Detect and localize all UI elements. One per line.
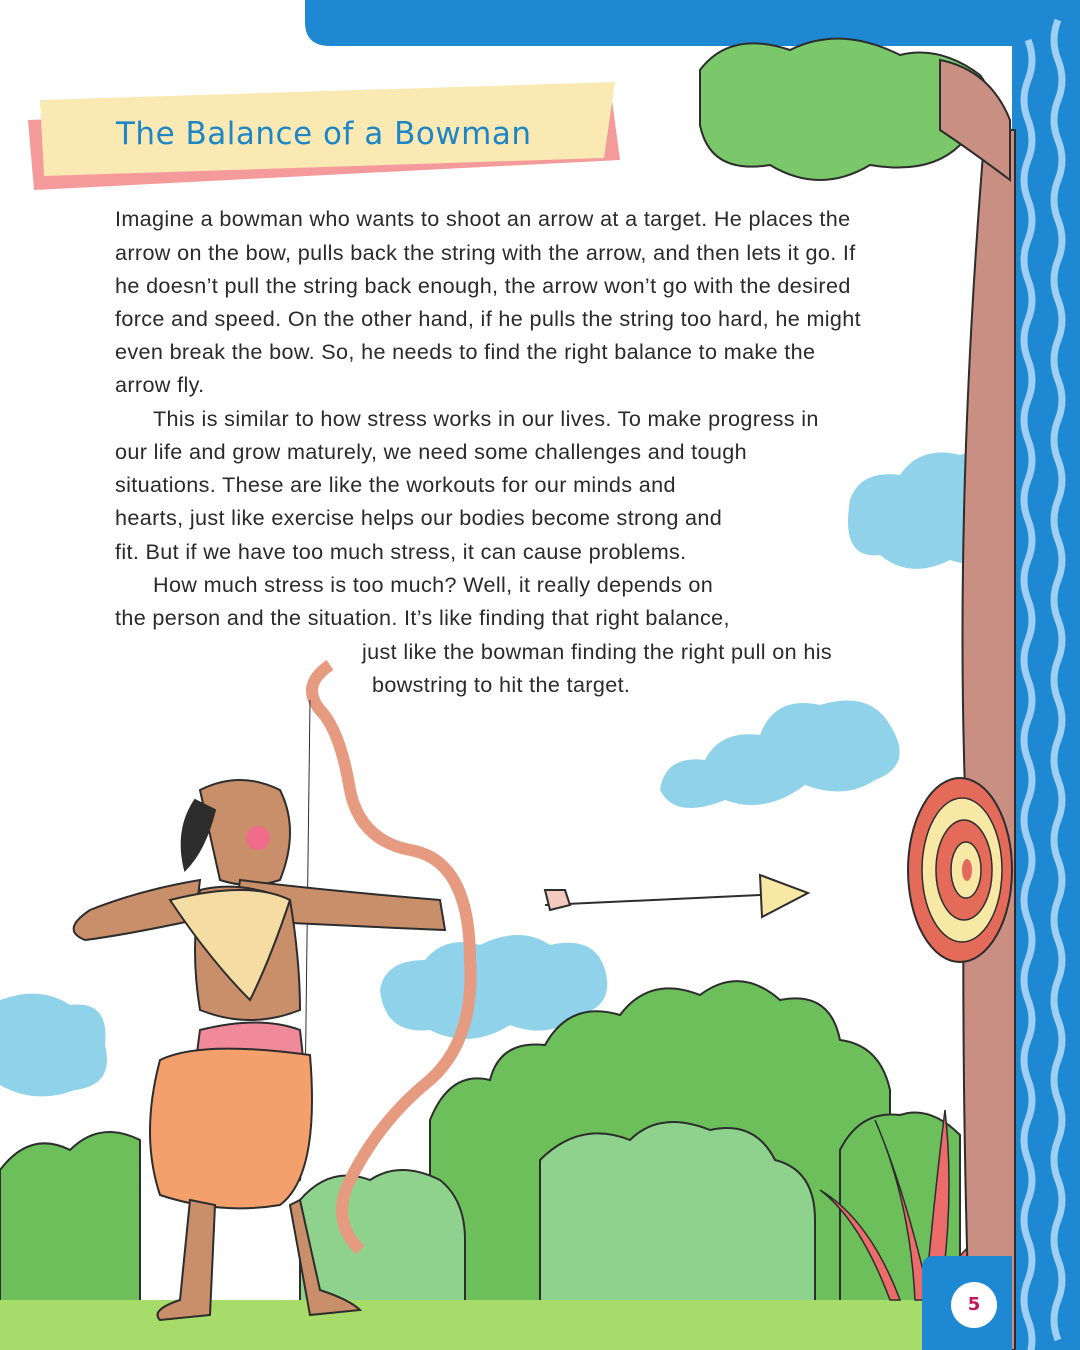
- header-tab: [305, 0, 1080, 46]
- paragraph-line: the person and the situation. It’s like finding that right balance,: [115, 605, 730, 630]
- paragraph-line: How much stress is too much? Well, it really depends on: [153, 572, 714, 597]
- paragraph-line: force and speed. On the other hand, if he pulls the string too hard, he might: [115, 306, 861, 331]
- page-title: The Balance of a Bowman: [116, 116, 532, 152]
- paragraph-line: situations. These are like the workouts for our minds and: [115, 472, 676, 497]
- paragraph-line: This is similar to how stress works in our lives. To make progress in: [153, 406, 819, 431]
- target: [908, 778, 1012, 962]
- paragraph-line: even break the bow. So, he needs to find the right balance to make the: [115, 339, 816, 364]
- paragraph-line: he doesn’t pull the string back enough, the arrow won’t go with the desired: [115, 273, 851, 298]
- paragraph-line: arrow fly.: [115, 372, 205, 397]
- side-border-strip: [1012, 0, 1080, 1350]
- arrow: [545, 875, 808, 917]
- page-number: 5: [951, 1282, 997, 1328]
- paragraph-line: just like the bowman finding the right pull on his: [362, 639, 833, 664]
- paragraph-line: our life and grow maturely, we need some challenges and tough: [115, 439, 747, 464]
- paragraph-line: arrow on the bow, pulls back the string with the arrow, and then lets it go. If: [115, 240, 856, 265]
- paragraph-line: bowstring to hit the target.: [372, 672, 631, 697]
- paragraph-line: fit. But if we have too much stress, it can cause problems.: [115, 539, 687, 564]
- paragraph-line: Imagine a bowman who wants to shoot an arrow at a target. He places the: [115, 206, 851, 231]
- paragraph-line: hearts, just like exercise helps our bodies become strong and: [115, 505, 723, 530]
